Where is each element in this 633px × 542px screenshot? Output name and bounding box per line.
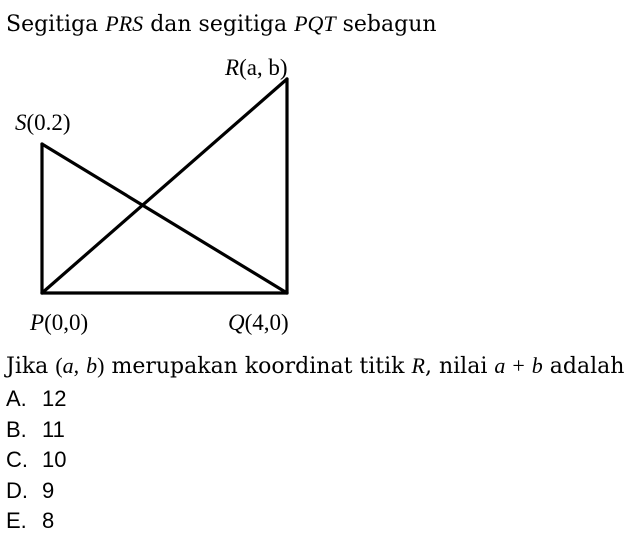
option-letter: C. bbox=[6, 447, 28, 472]
option-b[interactable] bbox=[6, 415, 66, 446]
var-b: b bbox=[86, 353, 98, 378]
plus-sign: + bbox=[512, 353, 525, 378]
expr-b: b bbox=[531, 353, 543, 378]
question-text bbox=[6, 352, 624, 381]
triangle-diagram bbox=[0, 45, 340, 345]
option-d[interactable] bbox=[6, 476, 66, 507]
option-value: 9 bbox=[42, 477, 55, 503]
statement-word: dan segitiga bbox=[150, 12, 288, 37]
option-c[interactable] bbox=[6, 445, 66, 476]
option-a[interactable] bbox=[6, 384, 66, 415]
option-value: 10 bbox=[42, 447, 67, 472]
option-e[interactable] bbox=[6, 506, 66, 537]
segment-pr bbox=[42, 79, 287, 293]
answer-options bbox=[6, 384, 66, 537]
point-r: R bbox=[411, 353, 425, 378]
var-a: a bbox=[62, 353, 74, 378]
comma: , bbox=[73, 353, 80, 378]
option-value: 8 bbox=[42, 508, 55, 533]
vertex-label-s: S(0.2) bbox=[15, 110, 71, 135]
paren-open: ( bbox=[55, 353, 63, 378]
statement-word: Segitiga bbox=[6, 12, 99, 37]
question-word: merupakan koordinat titik bbox=[111, 354, 405, 379]
vertex-label-p: P(0,0) bbox=[30, 310, 89, 335]
statement-word: sebagun bbox=[342, 12, 437, 37]
triangle-name-pqt: PQT bbox=[294, 11, 336, 36]
option-letter: E. bbox=[6, 508, 27, 533]
triangle-name-prs: PRS bbox=[105, 11, 144, 36]
option-value: 12 bbox=[42, 386, 67, 411]
vertex-label-r: R(a, b) bbox=[225, 55, 288, 80]
option-value: 11 bbox=[42, 416, 65, 442]
vertex-label-q: Q(4,0) bbox=[228, 310, 289, 335]
question-word: adalah bbox=[549, 354, 625, 379]
option-letter: D. bbox=[6, 477, 28, 503]
paren-close: ) bbox=[97, 353, 105, 378]
option-letter: B. bbox=[6, 416, 27, 442]
expr-a: a bbox=[494, 353, 506, 378]
segment-sq bbox=[42, 144, 287, 293]
problem-statement bbox=[6, 10, 437, 39]
option-letter: A. bbox=[6, 386, 27, 411]
question-word: Jika bbox=[6, 354, 49, 379]
question-word: , nilai bbox=[424, 354, 488, 379]
